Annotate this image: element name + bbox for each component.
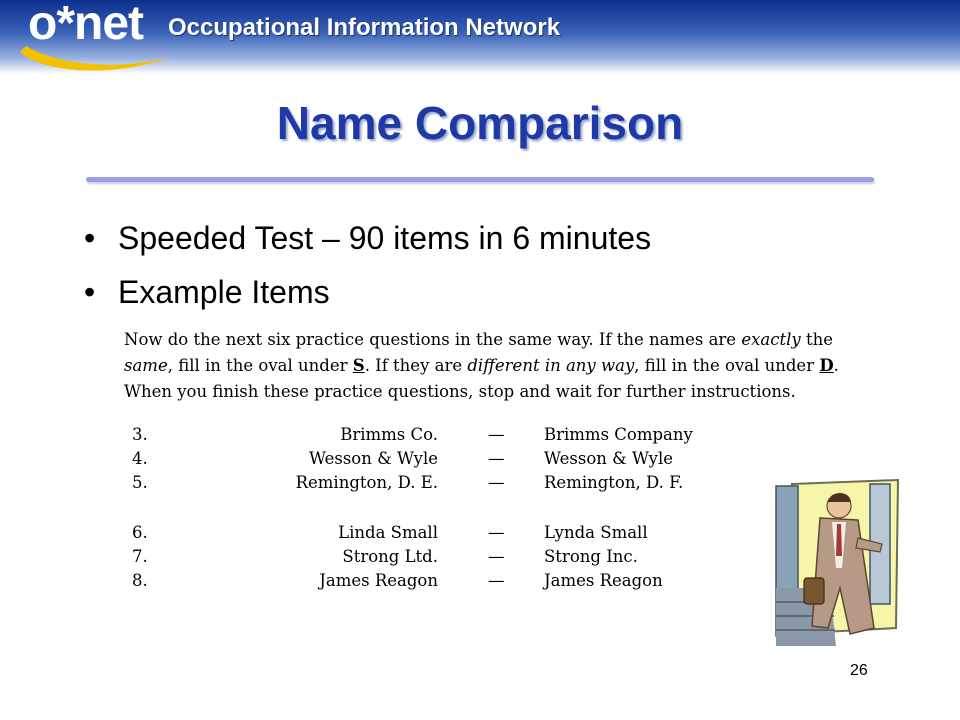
item-number: 8.	[132, 571, 148, 590]
item-dash: —	[488, 523, 505, 542]
item-row	[128, 425, 728, 449]
item-dash: —	[488, 425, 505, 444]
item-number: 3.	[132, 425, 148, 444]
item-name-right: Strong Inc.	[544, 547, 638, 566]
bullet-list	[84, 214, 651, 322]
bullet-item	[84, 268, 651, 322]
item-dash: —	[488, 473, 505, 492]
item-name-right: Lynda Small	[544, 523, 648, 542]
item-name-left: James Reagon	[319, 571, 438, 590]
same-letter: S	[352, 356, 365, 375]
item-number: 5.	[132, 473, 148, 492]
item-row	[128, 449, 728, 473]
item-name-left: Linda Small	[338, 523, 438, 542]
item-row	[128, 523, 728, 547]
item-row	[128, 473, 728, 497]
instr-emphasis: different in any way	[467, 356, 635, 375]
item-dash: —	[488, 449, 505, 468]
instr-text: , fill in the oval under	[167, 356, 353, 375]
instr-text: . If they are	[364, 356, 468, 375]
network-name: Occupational Information Network	[168, 14, 561, 41]
businessman-walking-clipart	[770, 478, 900, 648]
logo-text: o*net	[28, 0, 143, 50]
item-number: 6.	[132, 523, 148, 542]
item-name-left: Wesson & Wyle	[308, 449, 438, 468]
title-underline	[86, 177, 874, 182]
bullet-text: Example Items	[118, 274, 330, 310]
page-number: 26	[850, 662, 868, 679]
different-letter: D	[819, 356, 834, 375]
instr-text: the	[800, 330, 833, 349]
bullet-text: Speeded Test – 90 items in 6 minutes	[118, 220, 652, 256]
item-name-right: Brimms Company	[544, 425, 693, 444]
item-dash: —	[488, 571, 505, 590]
slide-title: Name Comparison	[276, 97, 684, 149]
item-name-right: Remington, D. F.	[544, 473, 684, 492]
item-name-left: Strong Ltd.	[342, 547, 438, 566]
instr-text: . When you finish these practice questions, stop and wait for further instructions.	[124, 356, 839, 401]
instr-emphasis: exactly	[741, 330, 801, 349]
instr-emphasis: same	[124, 356, 168, 375]
instr-text: , fill in the oval under	[634, 356, 820, 375]
item-name-left: Brimms Co.	[340, 425, 438, 444]
instr-text: Now do the next six practice questions in the same way. If the names are	[124, 330, 742, 349]
item-name-right: James Reagon	[544, 571, 663, 590]
onet-logo-icon	[8, 2, 168, 70]
item-dash: —	[488, 547, 505, 566]
item-name-right: Wesson & Wyle	[544, 449, 674, 468]
header-banner	[0, 0, 960, 74]
bullet-item	[84, 214, 651, 268]
bullet-dot-icon: •	[84, 274, 96, 310]
item-number: 4.	[132, 449, 148, 468]
bullet-dot-icon: •	[84, 220, 96, 256]
item-row	[128, 571, 728, 595]
practice-instructions	[124, 327, 874, 405]
item-name-left: Remington, D. E.	[295, 473, 438, 492]
item-row	[128, 547, 728, 571]
item-number: 7.	[132, 547, 148, 566]
